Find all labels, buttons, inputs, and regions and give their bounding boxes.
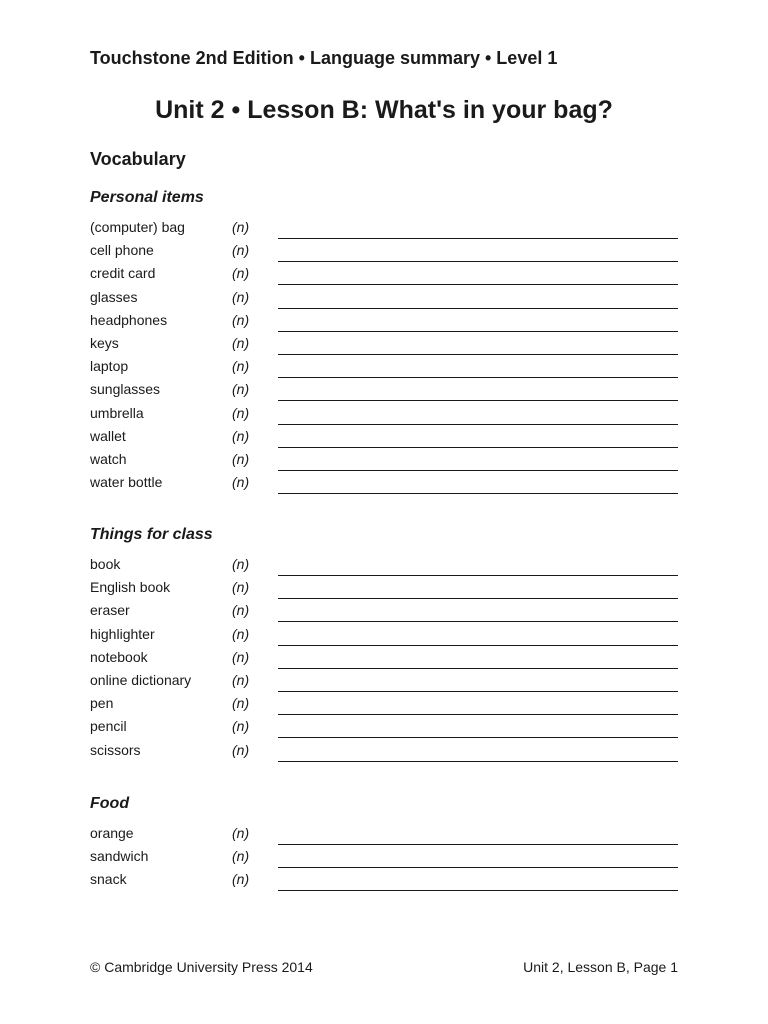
- vocab-category: [90, 524, 678, 764]
- answer-line: [278, 668, 678, 669]
- vocab-term: pencil: [90, 718, 127, 735]
- part-of-speech: (n): [232, 381, 250, 398]
- vocab-term: online dictionary: [90, 671, 192, 688]
- vocab-row: [90, 578, 678, 601]
- part-of-speech: (n): [232, 825, 250, 841]
- answer-line: [278, 331, 678, 332]
- part-of-speech: (n): [232, 334, 250, 351]
- vocab-row: [90, 357, 678, 380]
- vocab-term: umbrella: [90, 404, 144, 421]
- part-of-speech: (n): [232, 265, 250, 282]
- part-of-speech: (n): [232, 556, 250, 572]
- vocab-row: [90, 288, 678, 311]
- answer-line: [278, 470, 678, 471]
- vocab-row: [90, 694, 678, 717]
- part-of-speech: (n): [232, 427, 250, 444]
- answer-line: [278, 377, 678, 378]
- vocab-term: watch: [90, 450, 127, 467]
- category-title: Food: [90, 795, 130, 812]
- vocab-row: [90, 404, 678, 427]
- vocab-row: [90, 601, 678, 624]
- category-title: Personal items: [90, 189, 204, 206]
- vocab-term: laptop: [90, 358, 129, 375]
- vocab-term: cell phone: [90, 242, 154, 259]
- part-of-speech: (n): [232, 358, 250, 375]
- answer-line: [278, 261, 678, 262]
- vocab-term: glasses: [90, 288, 138, 305]
- series-title: Touchstone 2nd Edition • Language summary • Level 1: [90, 48, 558, 68]
- vocab-row: [90, 717, 678, 740]
- category-title: Things for class: [90, 526, 213, 543]
- vocab-term: orange: [90, 825, 134, 841]
- part-of-speech: (n): [232, 579, 250, 596]
- vocab-row: [90, 427, 678, 450]
- part-of-speech: (n): [232, 474, 250, 491]
- vocab-term: sunglasses: [90, 381, 161, 398]
- part-of-speech: (n): [232, 871, 250, 888]
- answer-line: [278, 238, 678, 239]
- vocab-term: notebook: [90, 648, 148, 665]
- answer-line: [278, 284, 678, 285]
- vocab-row: [90, 380, 678, 403]
- answer-line: [278, 493, 678, 494]
- vocab-term: water bottle: [90, 474, 163, 491]
- answer-line: [278, 867, 678, 868]
- vocab-row: [90, 555, 678, 578]
- answer-line: [278, 761, 678, 762]
- answer-line: [278, 575, 678, 576]
- answer-line: [278, 645, 678, 646]
- part-of-speech: (n): [232, 602, 250, 619]
- vocab-row: [90, 264, 678, 287]
- part-of-speech: (n): [232, 741, 250, 758]
- vocab-term: wallet: [90, 427, 126, 444]
- vocab-row: [90, 473, 678, 496]
- part-of-speech: (n): [232, 648, 250, 665]
- part-of-speech: (n): [232, 718, 250, 735]
- vocab-row: [90, 625, 678, 648]
- vocab-row: [90, 671, 678, 694]
- part-of-speech: (n): [232, 219, 250, 235]
- vocab-row: [90, 648, 678, 671]
- answer-line: [278, 447, 678, 448]
- vocab-term: headphones: [90, 311, 168, 328]
- vocab-term: sandwich: [90, 848, 149, 865]
- vocab-row: [90, 870, 678, 893]
- answer-line: [278, 737, 678, 738]
- answer-line: [278, 598, 678, 599]
- answer-line: [278, 691, 678, 692]
- vocab-row: [90, 334, 678, 357]
- part-of-speech: (n): [232, 311, 250, 328]
- unit-title: Unit 2 • Lesson B: What's in your bag?: [155, 96, 613, 124]
- answer-line: [278, 400, 678, 401]
- vocab-row: [90, 824, 678, 847]
- vocab-term: English book: [90, 579, 171, 596]
- vocab-term: pen: [90, 695, 114, 712]
- footer-copyright: © Cambridge University Press 2014: [90, 959, 313, 975]
- part-of-speech: (n): [232, 450, 250, 467]
- vocab-term: highlighter: [90, 625, 155, 642]
- part-of-speech: (n): [232, 671, 250, 688]
- answer-line: [278, 621, 678, 622]
- part-of-speech: (n): [232, 242, 250, 259]
- part-of-speech: (n): [232, 695, 250, 712]
- vocab-category: [90, 793, 678, 894]
- vocab-row: [90, 241, 678, 264]
- vocab-term: eraser: [90, 602, 130, 619]
- vocab-row: [90, 218, 678, 241]
- vocab-term: book: [90, 556, 121, 572]
- vocab-row: [90, 847, 678, 870]
- vocab-term: credit card: [90, 265, 156, 282]
- vocab-row: [90, 311, 678, 334]
- answer-line: [278, 424, 678, 425]
- vocab-row: [90, 450, 678, 473]
- part-of-speech: (n): [232, 625, 250, 642]
- vocab-term: keys: [90, 334, 119, 351]
- answer-line: [278, 844, 678, 845]
- section-heading-vocabulary: Vocabulary: [90, 149, 186, 169]
- part-of-speech: (n): [232, 404, 250, 421]
- vocab-row: [90, 741, 678, 764]
- vocab-term: snack: [90, 871, 127, 888]
- answer-line: [278, 354, 678, 355]
- answer-line: [278, 714, 678, 715]
- vocab-term: scissors: [90, 741, 141, 758]
- part-of-speech: (n): [232, 848, 250, 865]
- vocab-term: (computer) bag: [90, 219, 185, 235]
- footer-page-ref: Unit 2, Lesson B, Page 1: [523, 959, 678, 975]
- vocab-category: [90, 187, 678, 496]
- answer-line: [278, 890, 678, 891]
- answer-line: [278, 308, 678, 309]
- part-of-speech: (n): [232, 288, 250, 305]
